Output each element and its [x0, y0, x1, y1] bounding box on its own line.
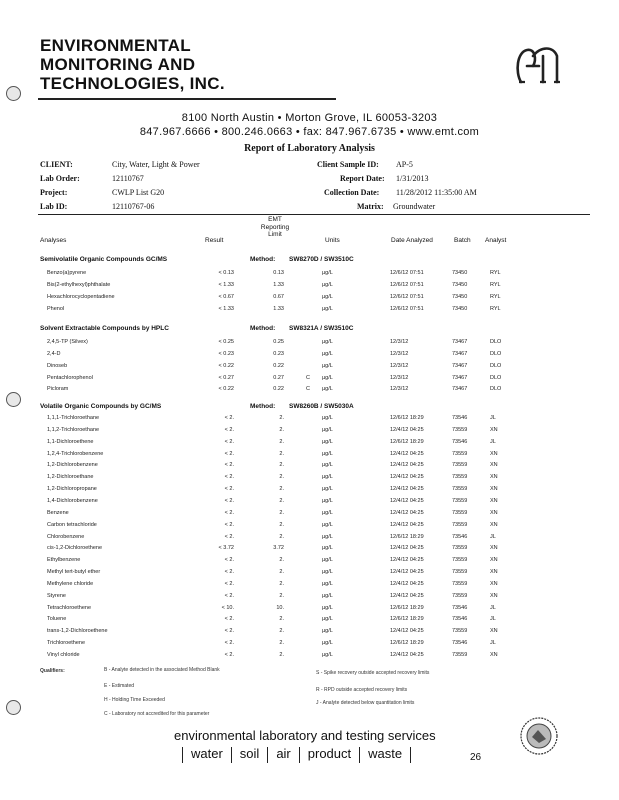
- cell-units: µg/L: [322, 281, 333, 288]
- qualifier-e: E - Estimated: [104, 683, 135, 689]
- cell-reporting-limit: 10.: [276, 604, 284, 611]
- cell-reporting-limit: 3.72: [273, 545, 284, 552]
- cell-result: < 2.: [224, 497, 234, 504]
- cell-reporting-limit: 0.22: [273, 362, 284, 369]
- cell-units: µg/L: [322, 652, 333, 658]
- cell-reporting-limit: 2.: [279, 592, 284, 599]
- cell-result: < 2.: [224, 509, 234, 516]
- cell-analyst: JL: [490, 533, 496, 540]
- cell-analyst: RYL: [490, 281, 501, 288]
- cell-analyst: JL: [490, 415, 496, 421]
- lab-order-value: 12110767: [112, 174, 144, 183]
- header-units: Units: [325, 237, 340, 244]
- cell-result: < 0.27: [218, 374, 234, 381]
- cell-date-analyzed: 12/4/12 04:25: [390, 628, 424, 635]
- cell-result: < 0.23: [218, 350, 234, 357]
- cell-reporting-limit: 2.: [279, 462, 284, 469]
- cell-analyte: Hexachlorocyclopentadiene: [47, 293, 115, 300]
- cell-units: µg/L: [322, 415, 333, 421]
- cell-analyte: 1,1-Dichloroethene: [47, 438, 94, 445]
- hole-punch-mark: [6, 392, 21, 407]
- cell-units: µg/L: [322, 533, 333, 540]
- cell-batch: 73559: [452, 509, 468, 516]
- cell-units: µg/L: [322, 386, 333, 393]
- company-name-line: TECHNOLOGIES, INC.: [40, 74, 225, 93]
- cell-analyst: XN: [490, 557, 498, 564]
- cell-batch: 73559: [452, 580, 468, 587]
- cell-result: < 3.72: [218, 545, 234, 552]
- report-date-label: Report Date:: [340, 174, 385, 183]
- cell-date-analyzed: 12/6/12 18:29: [390, 640, 424, 647]
- cell-analyte: Carbon tetrachloride: [47, 521, 97, 528]
- header-date-analyzed: Date Analyzed: [391, 237, 433, 244]
- cell-date-analyzed: 12/4/12 04:25: [390, 462, 424, 469]
- cell-analyst: XN: [490, 569, 498, 576]
- company-name-line: MONITORING AND: [40, 55, 196, 74]
- cell-analyte: 1,1,2-Trichloroethane: [47, 426, 100, 433]
- cell-batch: 73467: [452, 350, 468, 357]
- emt-logo: [513, 42, 563, 88]
- cell-result: < 1.33: [218, 305, 234, 312]
- cell-units: µg/L: [322, 293, 333, 300]
- cell-analyst: RYL: [490, 270, 501, 276]
- cell-result: < 2.: [224, 569, 234, 576]
- cell-date-analyzed: 12/6/12 18:29: [390, 604, 424, 611]
- cell-analyte: 1,4-Dichlorobenzene: [47, 497, 98, 504]
- report-title: Report of Laboratory Analysis: [244, 143, 375, 154]
- cell-result: < 2.: [224, 580, 234, 587]
- cell-result: < 2.: [224, 474, 234, 481]
- cell-result: < 2.: [224, 438, 234, 445]
- cell-analyst: DLO: [490, 374, 502, 381]
- cell-batch: 73450: [452, 293, 468, 300]
- hole-punch-mark: [6, 86, 21, 101]
- cell-batch: 73546: [452, 438, 468, 445]
- cell-analyst: XN: [490, 486, 498, 493]
- lab-order-label: Lab Order:: [40, 174, 80, 183]
- cell-analyst: XN: [490, 521, 498, 528]
- cell-analyte: Styrene: [47, 592, 66, 599]
- cell-analyst: DLO: [490, 350, 502, 357]
- cell-analyte: 2,4-D: [47, 350, 61, 357]
- cell-result: < 2.: [224, 533, 234, 540]
- cell-reporting-limit: 0.25: [273, 339, 284, 345]
- cell-date-analyzed: 12/6/12 18:29: [390, 438, 424, 445]
- cell-analyst: RYL: [490, 293, 501, 300]
- cell-analyte: Pentachlorophenol: [47, 374, 93, 381]
- cell-result: < 0.67: [218, 293, 234, 300]
- cell-analyte: Tetrachloroethene: [47, 604, 92, 611]
- service-waste: waste: [368, 746, 403, 761]
- cell-analyte: Toluene: [47, 616, 67, 623]
- cell-date-analyzed: 12/4/12 04:25: [390, 652, 424, 658]
- page-number: 26: [470, 752, 482, 763]
- cell-result: < 2.: [224, 521, 234, 528]
- footer-divider: [299, 747, 300, 763]
- cell-analyst: DLO: [490, 339, 502, 345]
- report-date-value: 1/31/2013: [396, 174, 429, 183]
- cell-date-analyzed: 12/3/12: [390, 350, 409, 357]
- cell-date-analyzed: 12/4/12 04:25: [390, 450, 424, 457]
- cell-result: < 0.13: [218, 270, 234, 276]
- cell-batch: 73559: [452, 462, 468, 469]
- cell-analyst: XN: [490, 628, 498, 635]
- cell-analyst: XN: [490, 497, 498, 504]
- cell-units: µg/L: [322, 557, 333, 564]
- cell-date-analyzed: 12/6/12 18:29: [390, 415, 424, 421]
- cell-analyte: Benzo(a)pyrene: [47, 270, 87, 276]
- cell-analyte: 2,4,5-TP (Silvex): [47, 339, 88, 345]
- method-value: SW8321A / SW3510C: [289, 325, 354, 332]
- section-title: Volatile Organic Compounds by GC/MS: [40, 403, 162, 410]
- footer-title: environmental laboratory and testing services: [174, 728, 436, 743]
- cell-analyte: Methyl tert-butyl ether: [47, 569, 101, 576]
- cell-reporting-limit: 1.33: [273, 305, 284, 312]
- cell-units: µg/L: [322, 580, 333, 587]
- cell-analyst: DLO: [490, 362, 502, 369]
- cell-reporting-limit: 2.: [279, 426, 284, 433]
- cell-units: µg/L: [322, 450, 333, 457]
- method-label: Method:: [250, 403, 276, 410]
- footer-divider: [231, 747, 232, 763]
- section-title: Semivolatile Organic Compounds GC/MS: [40, 256, 168, 263]
- cell-units: µg/L: [322, 474, 333, 481]
- cell-analyte: Methylene chloride: [47, 580, 94, 587]
- cell-batch: 73559: [452, 557, 468, 564]
- project-label: Project:: [40, 188, 68, 197]
- cell-date-analyzed: 12/3/12: [390, 362, 409, 369]
- cell-reporting-limit: 2.: [279, 569, 284, 576]
- cell-date-analyzed: 12/3/12: [390, 339, 409, 345]
- cell-units: µg/L: [322, 545, 333, 552]
- header-divider: [38, 98, 336, 100]
- collection-date-label: Collection Date:: [324, 188, 380, 197]
- cell-units: µg/L: [322, 509, 333, 516]
- cell-units: µg/L: [322, 426, 333, 433]
- cell-reporting-limit: 2.: [279, 652, 284, 658]
- hole-punch-mark: [6, 700, 21, 715]
- qualifier-b: B - Analyte detected in the associated Method Blank: [104, 667, 220, 673]
- cell-batch: 73467: [452, 339, 468, 345]
- cell-reporting-limit: 0.27: [273, 374, 284, 381]
- cell-analyst: XN: [490, 580, 498, 587]
- cell-reporting-limit: 2.: [279, 450, 284, 457]
- qualifier-j: J - Analyte detected below quantitation limits: [316, 700, 415, 706]
- cell-batch: 73559: [452, 652, 468, 658]
- cell-result: < 2.: [224, 415, 234, 421]
- cell-result: < 2.: [224, 486, 234, 493]
- cell-reporting-limit: 0.13: [273, 270, 284, 276]
- project-value: CWLP List G20: [112, 188, 165, 197]
- cell-units: µg/L: [322, 374, 333, 381]
- cell-batch: 73559: [452, 545, 468, 552]
- cell-date-analyzed: 12/3/12: [390, 374, 409, 381]
- method-label: Method:: [250, 325, 276, 332]
- cell-batch: 73559: [452, 521, 468, 528]
- cell-units: µg/L: [322, 640, 333, 647]
- cell-batch: 73467: [452, 386, 468, 393]
- cell-batch: 73559: [452, 426, 468, 433]
- cell-analyst: XN: [490, 450, 498, 457]
- cell-units: µg/L: [322, 592, 333, 599]
- cell-date-analyzed: 12/4/12 04:25: [390, 426, 424, 433]
- info-divider: [38, 214, 590, 215]
- footer-divider: [410, 747, 411, 763]
- cell-analyte: Benzene: [47, 509, 69, 516]
- method-value: SW8270D / SW3510C: [289, 256, 354, 263]
- cell-result: < 2.: [224, 426, 234, 433]
- header-analyst: Analyst: [485, 237, 507, 244]
- company-name-line: ENVIRONMENTAL: [40, 36, 191, 55]
- cell-result: < 10.: [221, 604, 234, 611]
- cell-units: µg/L: [322, 521, 333, 528]
- cell-reporting-limit: 2.: [279, 474, 284, 481]
- cell-analyte: 1,2-Dichloropropane: [47, 486, 97, 493]
- cell-batch: 73559: [452, 592, 468, 599]
- cell-batch: 73546: [452, 640, 468, 647]
- cell-analyst: JL: [490, 438, 496, 445]
- cell-result: < 2.: [224, 592, 234, 599]
- cell-result: < 2.: [224, 616, 234, 623]
- cell-batch: 73450: [452, 281, 468, 288]
- cell-date-analyzed: 12/6/12 07:51: [390, 293, 424, 300]
- cell-reporting-limit: 0.67: [273, 293, 284, 300]
- cell-analyst: DLO: [490, 386, 502, 393]
- cell-units: µg/L: [322, 462, 333, 469]
- header-limit: Limit: [268, 231, 282, 238]
- cell-units: µg/L: [322, 569, 333, 576]
- cell-date-analyzed: 12/4/12 04:25: [390, 569, 424, 576]
- qualifier-c: C - Laboratory not accredited for this parameter: [104, 711, 210, 717]
- cell-batch: 73450: [452, 270, 468, 276]
- service-soil: soil: [239, 746, 260, 761]
- cell-result: < 2.: [224, 640, 234, 647]
- accreditation-seal-icon: [519, 716, 559, 756]
- cell-analyte: cis-1,2-Dichloroethene: [47, 545, 103, 552]
- cell-batch: 73467: [452, 362, 468, 369]
- cell-date-analyzed: 12/4/12 04:25: [390, 497, 424, 504]
- service-water: water: [191, 746, 223, 761]
- cell-analyte: Dinoseb: [47, 362, 68, 369]
- cell-batch: 73559: [452, 569, 468, 576]
- cell-batch: 73559: [452, 497, 468, 504]
- matrix-value: Groundwater: [393, 202, 436, 211]
- cell-result: < 2.: [224, 557, 234, 564]
- cell-units: µg/L: [322, 497, 333, 504]
- cell-analyst: JL: [490, 640, 496, 647]
- qualifier-s: S - Spike recovery outside accepted recovery limits: [316, 670, 430, 676]
- header-analyses: Analyses: [40, 237, 67, 244]
- cell-analyte: Phenol: [47, 305, 65, 312]
- cell-reporting-limit: 2.: [279, 486, 284, 493]
- company-name: [40, 36, 225, 93]
- cell-analyst: XN: [490, 462, 498, 469]
- sample-id-value: AP-5: [396, 160, 413, 169]
- cell-analyte: Vinyl chloride: [47, 652, 80, 658]
- cell-reporting-limit: 1.33: [273, 281, 284, 288]
- header-reporting: Reporting: [260, 223, 290, 231]
- cell-batch: 73546: [452, 604, 468, 611]
- cell-analyst: XN: [490, 509, 498, 516]
- cell-batch: 73546: [452, 415, 468, 421]
- cell-date-analyzed: 12/6/12 07:51: [390, 281, 424, 288]
- cell-result: < 0.22: [218, 362, 234, 369]
- cell-reporting-limit: 2.: [279, 533, 284, 540]
- footer-divider: [359, 747, 360, 763]
- cell-analyte: 1,2-Dichlorobenzene: [47, 462, 98, 469]
- cell-units: µg/L: [322, 350, 333, 357]
- cell-analyte: Bis(2-ethylhexyl)phthalate: [47, 281, 111, 288]
- cell-reporting-limit: 2.: [279, 497, 284, 504]
- cell-batch: 73467: [452, 374, 468, 381]
- cell-reporting-limit: 2.: [279, 628, 284, 635]
- cell-analyte: Chlorobenzene: [47, 533, 85, 540]
- cell-result: < 2.: [224, 462, 234, 469]
- cell-reporting-limit: 2.: [279, 415, 284, 421]
- cell-analyte: Trichloroethene: [47, 640, 86, 647]
- footer-divider: [267, 747, 268, 763]
- cell-units: µg/L: [322, 362, 333, 369]
- cell-units: µg/L: [322, 616, 333, 623]
- cell-date-analyzed: 12/6/12 18:29: [390, 616, 424, 623]
- cell-reporting-limit: 2.: [279, 616, 284, 623]
- cell-units: µg/L: [322, 604, 333, 611]
- cell-units: µg/L: [322, 270, 333, 276]
- cell-batch: 73546: [452, 533, 468, 540]
- cell-units: µg/L: [322, 339, 333, 345]
- cell-date-analyzed: 12/6/12 18:29: [390, 533, 424, 540]
- service-product: product: [307, 746, 352, 761]
- cell-date-analyzed: 12/4/12 04:25: [390, 545, 424, 552]
- cell-result: < 2.: [224, 652, 234, 658]
- cell-date-analyzed: 12/4/12 04:25: [390, 486, 424, 493]
- cell-result: < 2.: [224, 450, 234, 457]
- cell-units: µg/L: [322, 305, 333, 312]
- cell-qualifier: C: [306, 386, 310, 393]
- cell-analyte: 1,1,1-Trichloroethane: [47, 415, 100, 421]
- cell-date-analyzed: 12/4/12 04:25: [390, 592, 424, 599]
- cell-batch: 73559: [452, 450, 468, 457]
- cell-batch: 73559: [452, 628, 468, 635]
- cell-units: µg/L: [322, 438, 333, 445]
- cell-analyst: XN: [490, 426, 498, 433]
- cell-date-analyzed: 12/4/12 04:25: [390, 557, 424, 564]
- cell-units: µg/L: [322, 628, 333, 635]
- client-value: City, Water, Light & Power: [112, 160, 200, 169]
- lab-id-label: Lab ID:: [40, 202, 68, 211]
- cell-analyte: trans-1,2-Dichloroethene: [47, 628, 108, 635]
- cell-date-analyzed: 12/3/12: [390, 386, 409, 393]
- cell-batch: 73450: [452, 305, 468, 312]
- cell-reporting-limit: 0.23: [273, 350, 284, 357]
- cell-batch: 73559: [452, 486, 468, 493]
- cell-date-analyzed: 12/4/12 04:25: [390, 521, 424, 528]
- cell-analyte: Ethylbenzene: [47, 557, 81, 564]
- cell-reporting-limit: 2.: [279, 640, 284, 647]
- cell-analyte: 1,2,4-Trichlorobenzene: [47, 450, 104, 457]
- qualifier-r: R - RPD outside accepted recovery limits: [316, 687, 408, 693]
- cell-result: < 0.22: [218, 386, 234, 393]
- cell-date-analyzed: 12/4/12 04:25: [390, 509, 424, 516]
- cell-date-analyzed: 12/4/12 04:25: [390, 580, 424, 587]
- company-address: 8100 North Austin • Morton Grove, IL 60053-3203: [181, 112, 438, 124]
- cell-batch: 73546: [452, 616, 468, 623]
- cell-result: < 1.33: [218, 281, 234, 288]
- cell-result: < 0.25: [218, 339, 234, 345]
- footer-services: [174, 746, 419, 763]
- company-contact: 847.967.6666 • 800.246.0663 • fax: 847.967.6735 • www.emt.com: [139, 126, 480, 138]
- qualifiers-label: Qualifiers:: [40, 668, 65, 674]
- section-title: Solvent Extractable Compounds by HPLC: [40, 325, 169, 332]
- lab-id-value: 12110767-06: [112, 202, 155, 211]
- cell-reporting-limit: 0.22: [273, 386, 284, 393]
- cell-analyst: RYL: [490, 305, 501, 312]
- cell-analyst: XN: [490, 652, 498, 658]
- cell-analyte: 1,2-Dichloroethane: [47, 474, 94, 481]
- matrix-label: Matrix:: [357, 202, 384, 211]
- cell-date-analyzed: 12/6/12 07:51: [390, 270, 424, 276]
- header-batch: Batch: [454, 237, 471, 244]
- cell-reporting-limit: 2.: [279, 580, 284, 587]
- method-value: SW8260B / SW5030A: [289, 403, 354, 410]
- cell-date-analyzed: 12/4/12 04:25: [390, 474, 424, 481]
- cell-analyst: JL: [490, 604, 496, 611]
- cell-batch: 73559: [452, 474, 468, 481]
- cell-analyst: XN: [490, 474, 498, 481]
- cell-analyst: XN: [490, 592, 498, 599]
- cell-result: < 2.: [224, 628, 234, 635]
- client-label: CLIENT:: [40, 160, 73, 169]
- qualifier-h: H - Holding Time Exceeded: [104, 697, 165, 703]
- cell-analyst: XN: [490, 545, 498, 552]
- cell-date-analyzed: 12/6/12 07:51: [390, 305, 424, 312]
- reporting-limit-header: [250, 216, 300, 239]
- cell-analyte: Picloram: [47, 386, 69, 393]
- header-result: Result: [205, 237, 224, 244]
- footer-divider: [182, 747, 183, 763]
- cell-reporting-limit: 2.: [279, 509, 284, 516]
- method-label: Method:: [250, 256, 276, 263]
- cell-reporting-limit: 2.: [279, 438, 284, 445]
- cell-reporting-limit: 2.: [279, 521, 284, 528]
- sample-id-label: Client Sample ID:: [317, 160, 379, 169]
- header-emt: EMT: [268, 216, 282, 223]
- cell-reporting-limit: 2.: [279, 557, 284, 564]
- cell-qualifier: C: [306, 374, 310, 381]
- cell-units: µg/L: [322, 486, 333, 493]
- collection-date-value: 11/28/2012 11:35:00 AM: [396, 188, 477, 197]
- cell-analyst: JL: [490, 616, 496, 623]
- service-air: air: [276, 746, 291, 761]
